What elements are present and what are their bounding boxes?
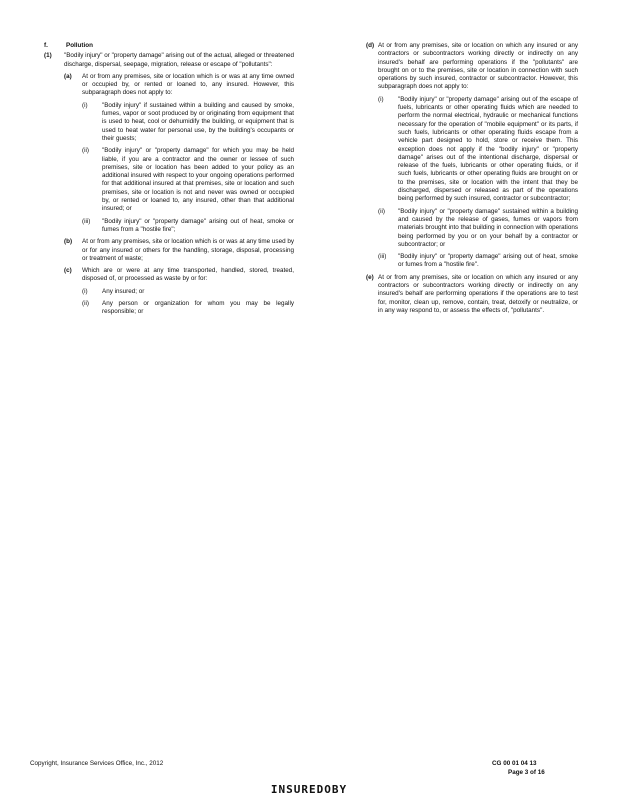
clause-d-iii-label: (iii) — [378, 253, 387, 261]
clause-d-iii-text: "Bodily injury" or "property damage" arising out of heat, smoke or fumes from a "hostile fire". — [398, 253, 578, 269]
clause-d-ii-text: "Bodily injury" or "property damage" sustained within a building and caused by the release of gases, fumes or vapors from materials brought into that building in connection with operations being performed by you or on your behalf by a contractor or subcontractor; or — [398, 207, 578, 248]
clause-e-label: (e) — [366, 273, 374, 281]
section-title: Pollution — [66, 42, 93, 49]
clause-1-text: "Bodily injury" or "property damage" arising out of the actual, alleged or threatened discharge, dispersal, seepage, migration, release or escape of "pollutants": — [64, 52, 294, 68]
clause-c-ii-label: (ii) — [82, 300, 89, 308]
clause-1-label: (1) — [44, 52, 52, 60]
clause-b-label: (b) — [64, 238, 73, 246]
clause-d-i-label: (i) — [378, 95, 384, 103]
clause-e-text: At or from any premises, site or location on which any insured or any contractors or subcontractors working directly or indirectly on any insured's behalf are performing operations if the operations are to test for, monitor, clean up, remove, contain, treat, detoxify or neutralize, or in any way respond to, or assess the effects of, "pollutants". — [378, 273, 578, 314]
form-number: CG 00 01 04 13 — [492, 760, 537, 767]
clause-1 — [44, 52, 294, 316]
clause-c-ii — [82, 300, 294, 317]
clause-a-label: (a) — [64, 72, 72, 80]
clause-d — [366, 42, 578, 270]
clause-a-ii-label: (ii) — [82, 147, 89, 155]
clause-c-i-label: (i) — [82, 287, 88, 295]
clause-a-ii-text: "Bodily injury" or "property damage" for which you may be held liable, if you are a contractor and the owner or lessee of such premises, site or location has been added to your policy as an additional insured with respect to your ongoing operations performed for that additional insured at that premises, site or location and such premises, site or location is not and never was owned or occupied by, or rented or loaned to, any insured, other than that additional insured; or — [102, 147, 294, 213]
clause-e — [366, 274, 578, 315]
clause-a-i-label: (i) — [82, 101, 88, 109]
clause-d-iii — [378, 253, 578, 270]
left-column — [44, 42, 294, 321]
clause-a-text: At or from any premises, site or location which is or was at any time owned or occupied by, or rented or loaned to, any insured. However, this subparagraph does not apply to: — [82, 72, 294, 97]
section-heading — [44, 42, 294, 50]
clause-d-text: At or from any premises, site or location on which any insured or any contractors or subcontractors working directly or indirectly on any insured's behalf are performing operations if the "pollutants" are brought on or to the premises, site or location in connection with such operations by such insured, contractor or subcontractor. However, this subparagraph does not apply to: — [378, 42, 578, 91]
page-number: Page 3 of 16 — [508, 769, 545, 776]
clause-d-i-text: "Bodily injury" or "property damage" arising out of the escape of fuels, lubricants or other operating fluids which are needed to perform the normal electrical, hydraulic or mechanical functions necessary for the operation of "mobile equipment" or its parts, if such fuels, lubricants or other operating fluids escape from a vehicle part designed to hold, store or receive them. This exception does not apply if the "bodily injury" or "property damage" arises out of the intentional discharge, dispersal or release of the fuels, lubricants or other operating fluids, or if such fuels, lubricants or other operating fluids are brought on or to the premises, site or location with the intent that they be discharged, dispersed or released as part of the operations being performed by such insured, contractor or subcontractor; — [398, 95, 578, 203]
clause-c-i — [82, 288, 294, 296]
clause-d-i — [378, 96, 578, 204]
clause-b-text: At or from any premises, site or location which is or was at any time used by or for any insured or others for the handling, storage, disposal, processing or treatment of waste; — [82, 238, 294, 262]
watermark-logo: INSUREDOBY — [270, 783, 348, 796]
clause-a-iii — [82, 218, 294, 235]
clause-a-iii-label: (iii) — [82, 217, 91, 225]
clause-b — [64, 238, 294, 263]
clause-a — [64, 73, 294, 234]
clause-a-i-text: "Bodily injury" if sustained within a building and caused by smoke, fumes, vapor or soot produced by or originating from equipment that is used to heat, cool or dehumidify the building, or equipment that is used to heat water for personal use, by the building's occupants or their guests; — [102, 101, 294, 142]
clause-c-label: (c) — [64, 267, 72, 275]
clause-c-ii-text: Any person or organization for whom you may be legally responsible; or — [102, 300, 294, 316]
clause-a-i — [82, 102, 294, 143]
copyright-notice: Copyright, Insurance Services Office, Inc., 2012 — [30, 760, 164, 767]
clause-a-ii — [82, 147, 294, 213]
clause-d-ii — [378, 208, 578, 249]
clause-d-ii-label: (ii) — [378, 207, 385, 215]
section-label: f. — [44, 42, 48, 49]
clause-d-label: (d) — [366, 42, 375, 49]
right-column — [366, 42, 578, 319]
clause-c-i-text: Any insured; or — [102, 287, 145, 295]
clause-a-iii-text: "Bodily injury" or "property damage" arising out of heat, smoke or fumes from a "hostile fire"; — [102, 217, 294, 233]
clause-c-text: Which are or were at any time transported, handled, stored, treated, disposed of, or processed as waste by or for: — [82, 267, 294, 283]
clause-c — [64, 267, 294, 316]
